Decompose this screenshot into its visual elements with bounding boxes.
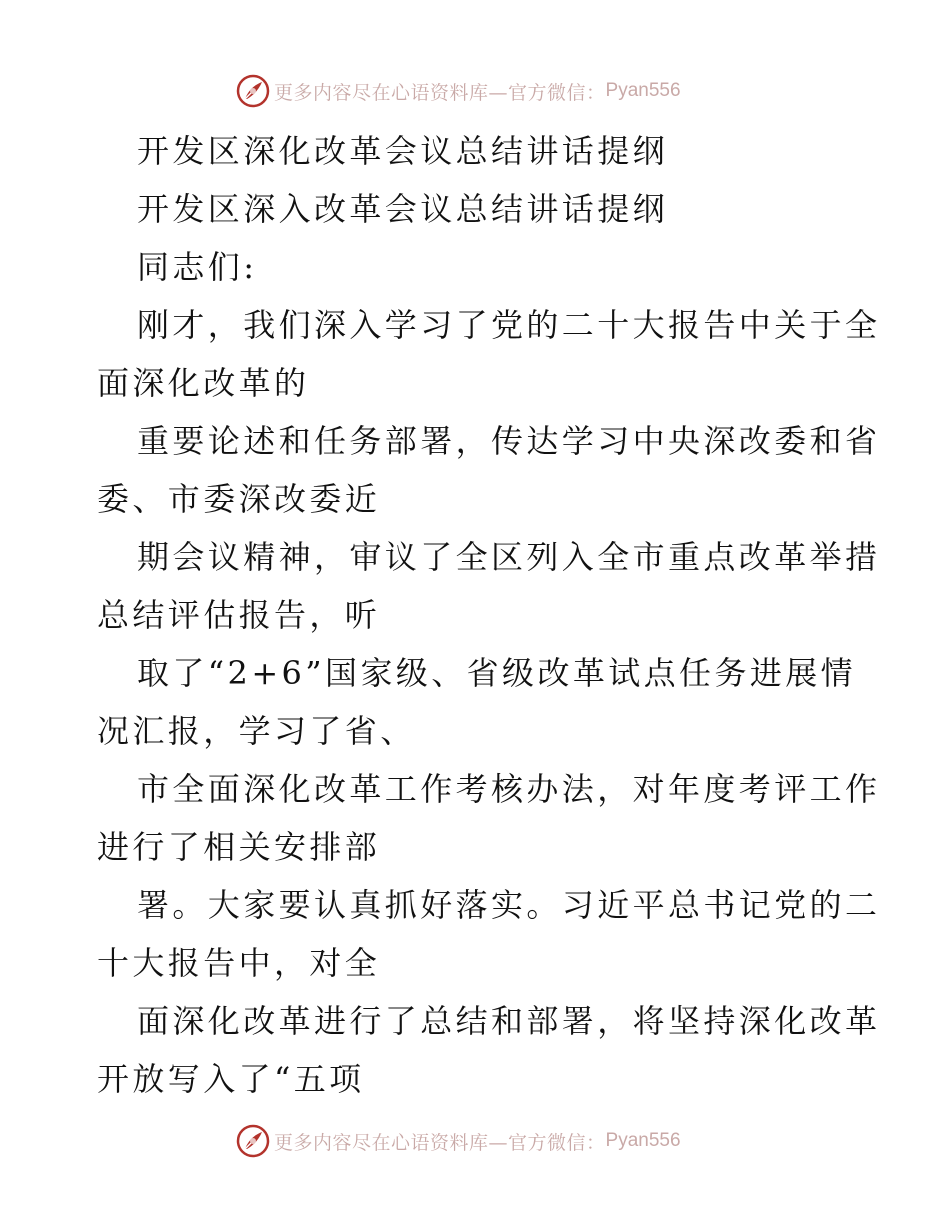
text-line: 委、市委深改委近 [97, 480, 381, 518]
text-line: 期会议精神，审议了全区列入全市重点改革举措 [137, 538, 881, 576]
text-line: 面深化改革进行了总结和部署，将坚持深化改革 [137, 1002, 881, 1040]
quill-pen-logo-icon [236, 74, 270, 108]
text-line: 同志们: [137, 248, 258, 286]
text-line: 面深化改革的 [97, 364, 310, 402]
watermark-text: 更多内容尽在心语资料库—官方微信： [274, 1131, 606, 1154]
text-line: 总结评估报告，听 [97, 596, 381, 634]
watermark-wechat-id: Pyan556 [605, 1130, 681, 1151]
watermark-wechat-id: Pyan556 [605, 80, 681, 101]
watermark-text: 更多内容尽在心语资料库—官方微信： [274, 81, 606, 104]
text-line: 开发区深化改革会议总结讲话提纲 [137, 132, 669, 170]
text-line: 况汇报，学习了省、 [97, 712, 416, 750]
footer-watermark [236, 1124, 681, 1158]
text-line: 署。大家要认真抓好落实。习近平总书记党的二 [137, 886, 881, 924]
text-line: 进行了相关安排部 [97, 828, 381, 866]
text-line: 刚才，我们深入学习了党的二十大报告中关于全 [137, 306, 881, 344]
text-line: 开发区深入改革会议总结讲话提纲 [137, 190, 669, 228]
text-line: 取了“2+6”国家级、省级改革试点任务进展情 [137, 654, 857, 692]
text-line: 市全面深化改革工作考核办法，对年度考评工作 [137, 770, 881, 808]
quill-pen-logo-icon [236, 1124, 270, 1158]
header-watermark [236, 74, 681, 108]
text-line: 重要论述和任务部署，传达学习中央深改委和省 [137, 422, 881, 460]
text-line: 十大报告中，对全 [97, 944, 381, 982]
document-body [97, 122, 881, 1108]
text-line: 开放写入了“五项 [97, 1060, 365, 1098]
